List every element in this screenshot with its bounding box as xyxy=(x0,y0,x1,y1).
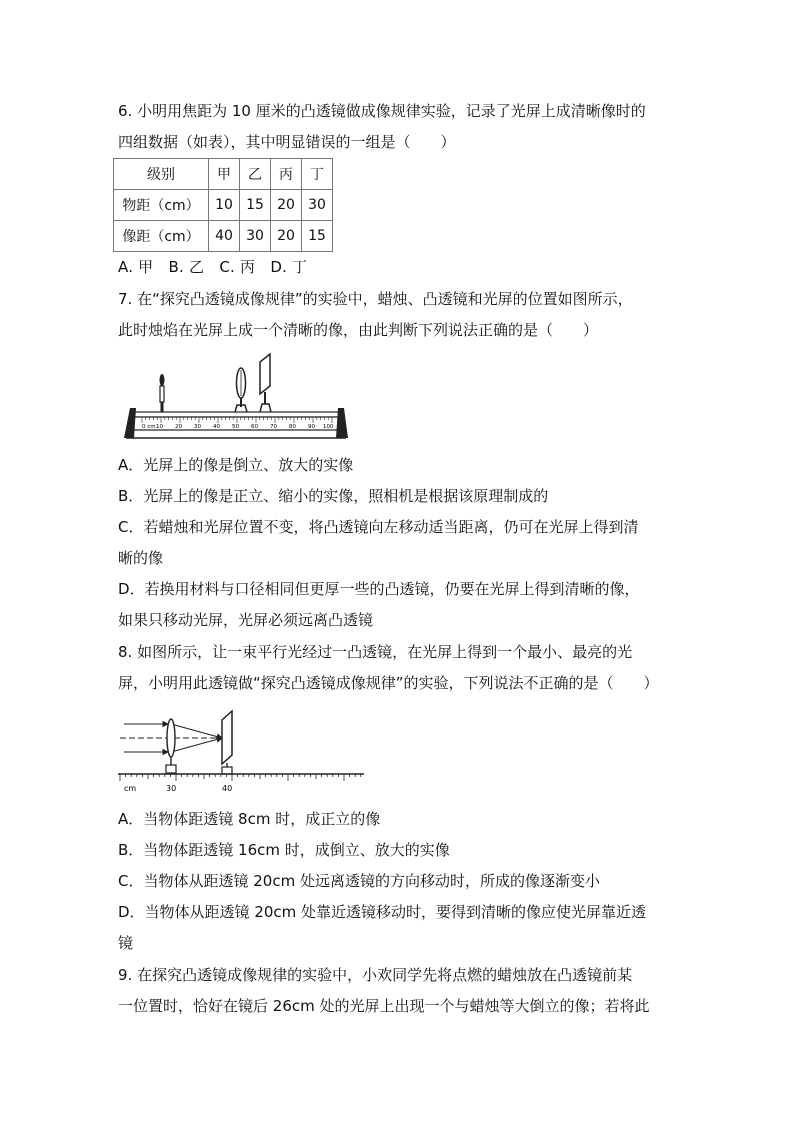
q8-option-b: B．当物体距透镜 16cm 时，成倒立、放大的实像 xyxy=(118,841,450,859)
q9-stem-line1: 9. 在探究凸透镜成像规律的实验中，小欢同学先将点燃的蜡烛放在凸透镜前某 xyxy=(118,966,633,984)
ruler-label: 30 xyxy=(166,784,177,793)
convex-lens-icon xyxy=(166,719,176,773)
q7-option-d-line2: 如果只移动光屏，光屏必须远离凸透镜 xyxy=(118,611,374,629)
row-label: 物距（cm） xyxy=(114,190,209,221)
ruler-label: 40 xyxy=(222,784,233,793)
optical-bench-figure xyxy=(118,352,350,442)
q7-option-c-line2: 晰的像 xyxy=(118,549,164,567)
q7-option-d-line1: D．若换用材料与口径相同但更厚一些的凸透镜，仍要在光屏上得到清晰的像， xyxy=(118,580,640,598)
q8-option-c: C．当物体从距透镜 20cm 处远离透镜的方向移动时，所成的像逐渐变小 xyxy=(118,872,600,890)
q7-option-b: B．光屏上的像是正立、缩小的实像，照相机是根据该原理制成的 xyxy=(118,487,549,505)
table-row xyxy=(114,221,333,252)
table-row xyxy=(114,190,333,221)
table-header-cell: 级别 xyxy=(114,159,209,190)
ruler-label: 80 xyxy=(289,424,296,430)
table-cell: 30 xyxy=(302,190,333,221)
ruler-label: 90 xyxy=(308,424,315,430)
ruler-label: 40 xyxy=(213,424,220,430)
row-label: 像距（cm） xyxy=(114,221,209,252)
table-cell: 15 xyxy=(240,190,271,221)
q6-stem-line1: 6. 小明用焦距为 10 厘米的凸透镜做成像规律实验，记录了光屏上成清晰像时的 xyxy=(118,102,646,120)
table-cell: 20 xyxy=(271,221,302,252)
ruler-label: cm xyxy=(124,784,137,793)
table-header-cell: 甲 xyxy=(209,159,240,190)
candle-icon xyxy=(160,374,165,412)
light-screen-icon xyxy=(260,354,271,412)
table-header-cell: 乙 xyxy=(240,159,271,190)
q8-stem-line1: 8. 如图所示，让一束平行光经过一凸透镜，在光屏上得到一个最小、最亮的光 xyxy=(118,643,633,661)
table-header-row xyxy=(114,159,333,190)
ruler xyxy=(118,774,364,793)
ruler-ticks xyxy=(120,774,361,781)
ruler-label: 50 xyxy=(232,424,239,430)
q6-data-table xyxy=(113,158,333,252)
q7-option-a: A．光屏上的像是倒立、放大的实像 xyxy=(118,456,354,474)
q7-option-c-line1: C．若蜡烛和光屏位置不变，将凸透镜向左移动适当距离，仍可在光屏上得到清 xyxy=(118,518,639,536)
q8-stem-line2: 屏，小明用此透镜做“探究凸透镜成像规律”的实验，下列说法不正确的是（ ） xyxy=(118,674,659,692)
ruler-label: 20 xyxy=(175,424,182,430)
light-screen-icon xyxy=(222,711,232,774)
table-cell: 20 xyxy=(271,190,302,221)
q6-options: A. 甲 B. 乙 C. 丙 D. 丁 xyxy=(118,258,308,276)
ruler-label: 60 xyxy=(251,424,258,430)
q8-option-d-line2: 镜 xyxy=(118,934,134,952)
q9-stem-line2: 一位置时，恰好在镜后 26cm 处的光屏上出现一个与蜡烛等大倒立的像；若将此 xyxy=(118,997,650,1015)
table-cell: 30 xyxy=(240,221,271,252)
table-header-cell: 丁 xyxy=(302,159,333,190)
q6-stem-line2: 四组数据（如表），其中明显错误的一组是（ ） xyxy=(118,133,456,151)
table-cell: 10 xyxy=(209,190,240,221)
optical-bench-rail xyxy=(124,408,348,438)
ruler-label: 70 xyxy=(270,424,277,430)
ruler-label: 0 cm xyxy=(142,424,156,430)
parallel-light-figure xyxy=(118,707,364,799)
table-cell: 40 xyxy=(209,221,240,252)
q8-option-a: A．当物体距透镜 8cm 时，成正立的像 xyxy=(118,810,381,828)
q7-stem-line2: 此时烛焰在光屏上成一个清晰的像，由此判断下列说法正确的是（ ） xyxy=(118,321,599,339)
ruler-label: 100 xyxy=(323,424,334,430)
convex-lens-icon xyxy=(235,368,247,412)
table-cell: 15 xyxy=(302,221,333,252)
ruler-label: 30 xyxy=(194,424,201,430)
ruler-label: 10 xyxy=(156,424,163,430)
table-header-cell: 丙 xyxy=(271,159,302,190)
q7-stem-line1: 7. 在“探究凸透镜成像规律”的实验中，蜡烛、凸透镜和光屏的位置如图所示， xyxy=(118,290,633,308)
q8-option-d-line1: D．当物体从距透镜 20cm 处靠近透镜移动时，要得到清晰的像应使光屏靠近透 xyxy=(118,903,647,921)
